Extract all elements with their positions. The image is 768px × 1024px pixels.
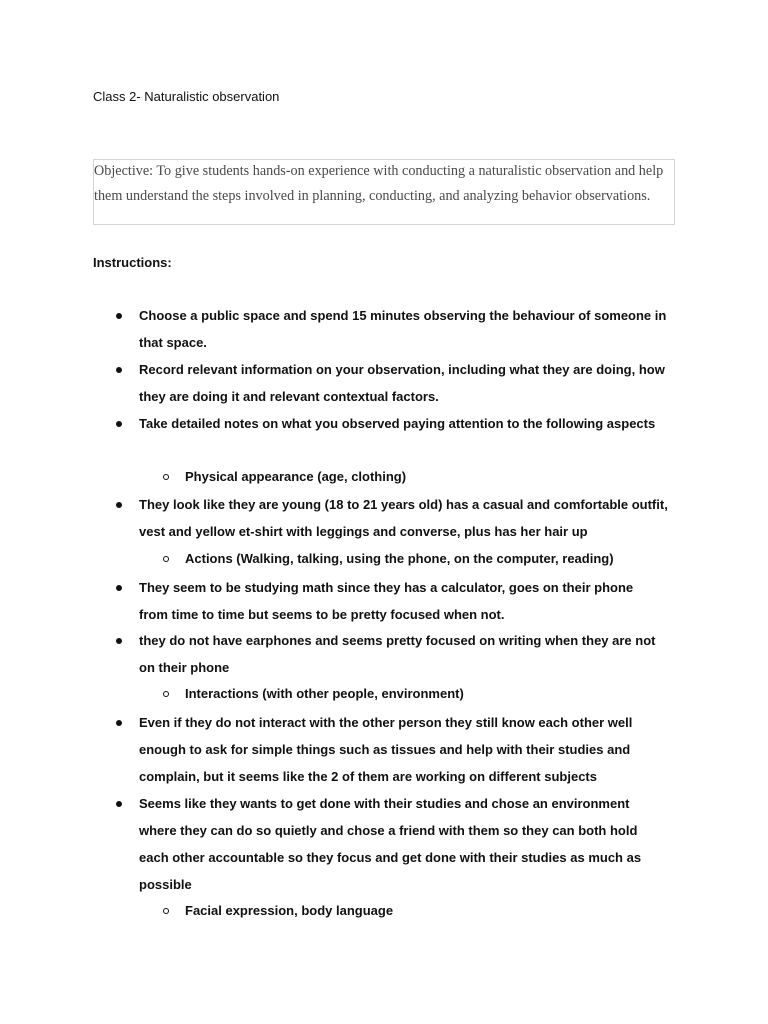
instructions-heading: Instructions:: [93, 255, 172, 270]
bullet-item-line: that space.: [139, 335, 207, 350]
bullet-item-line: Even if they do not interact with the other person they still know each other well: [139, 715, 633, 730]
bullet-item-line: They seem to be studying math since they has a calculator, goes on their phone: [139, 580, 634, 595]
objective-box: [93, 159, 675, 225]
sub-bullet-marker: [163, 691, 169, 697]
bullet-marker: [116, 421, 122, 427]
bullet-marker: [116, 720, 122, 726]
bullet-item-line: Choose a public space and spend 15 minutes observing the behaviour of someone in: [139, 308, 667, 323]
bullet-item-line: where they can do so quietly and chose a friend with them so they can both hold: [139, 823, 638, 838]
bullet-marker: [116, 585, 122, 591]
bullet-item-line: each other accountable so they focus and get done with their studies as much as: [139, 850, 642, 865]
sub-bullet-marker: [163, 556, 169, 562]
bullet-marker: [116, 502, 122, 508]
sub-item-heading: Facial expression, body language: [185, 903, 394, 918]
bullet-item-line: They look like they are young (18 to 21 years old) has a casual and comfortable outfit,: [139, 497, 668, 512]
bullet-marker: [116, 638, 122, 644]
bullet-item-line: enough to ask for simple things such as tissues and help with their studies and: [139, 742, 631, 757]
bullet-marker: [116, 801, 122, 807]
bullet-item-line: possible: [139, 877, 192, 892]
bullet-item-line: Take detailed notes on what you observed paying attention to the following aspects: [139, 416, 656, 431]
bullet-item-line: Seems like they wants to get done with their studies and chose an environment: [139, 796, 630, 811]
bullet-item-line: from time to time but seems to be pretty focused when not.: [139, 607, 505, 622]
sub-item-heading: Actions (Walking, talking, using the phone, on the computer, reading): [185, 551, 614, 566]
bullet-item-line: Record relevant information on your observation, including what they are doing, how: [139, 362, 665, 377]
sub-item-heading: Physical appearance (age, clothing): [185, 469, 407, 484]
document-title: Class 2- Naturalistic observation: [93, 89, 280, 104]
bullet-item-line: they are doing it and relevant contextual factors.: [139, 389, 439, 404]
bullet-marker: [116, 313, 122, 319]
sub-bullet-marker: [163, 474, 169, 480]
bullet-item-line: complain, but it seems like the 2 of them are working on different subjects: [139, 769, 597, 784]
bullet-marker: [116, 367, 122, 373]
sub-bullet-marker: [163, 908, 169, 914]
bullet-item-line: vest and yellow et-shirt with leggings and converse, plus has her hair up: [139, 524, 588, 539]
sub-item-heading: Interactions (with other people, environment): [185, 686, 464, 701]
bullet-item-line: on their phone: [139, 660, 230, 675]
bullet-item-line: they do not have earphones and seems pretty focused on writing when they are not: [139, 633, 656, 648]
objective-text: Objective: To give students hands-on experience with conducting a naturalistic observation and help them understand the steps involved in planning, conducting, and analyzing behavior observations.: [94, 163, 664, 204]
